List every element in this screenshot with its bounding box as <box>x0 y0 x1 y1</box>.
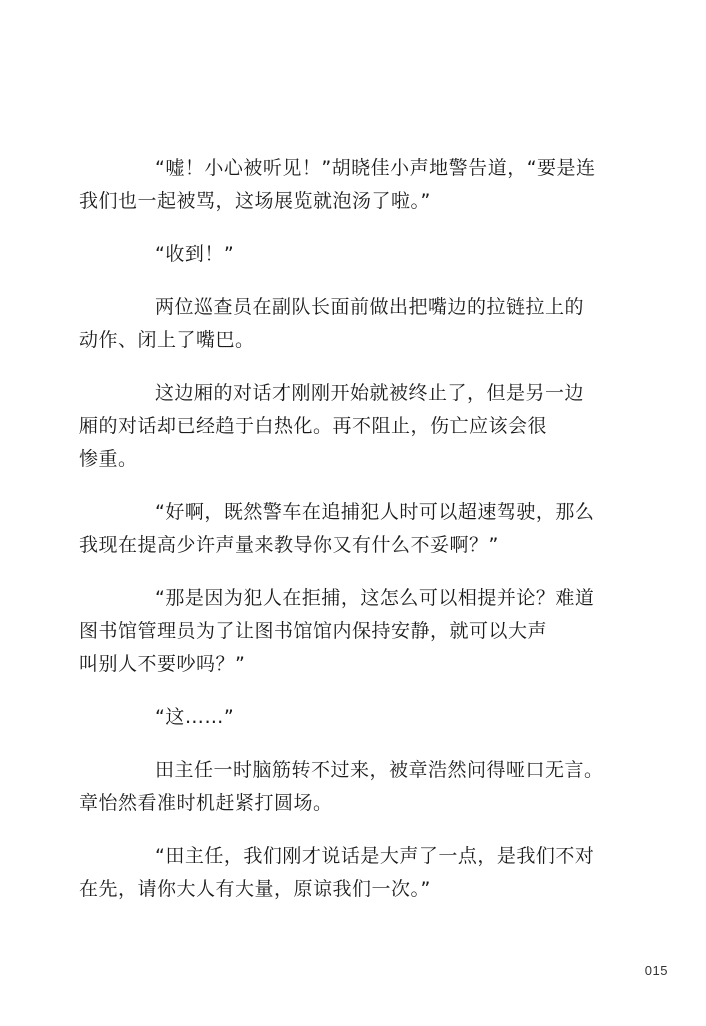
text-line: “嘘！小心被听见！”胡晓佳小声地警告道，“要是连 <box>155 157 596 179</box>
text-line: 惨重。 <box>79 448 138 470</box>
text-line: “好啊，既然警车在追捕犯人时可以超速驾驶，那么 <box>155 501 595 523</box>
text-line: 叫别人不要吵吗？” <box>79 653 246 675</box>
paragraph <box>79 840 613 906</box>
text-line: “这……” <box>155 706 235 728</box>
text-line: 两位巡查员在副队长面前做出把嘴边的拉链拉上的 <box>155 296 585 318</box>
text-line: “收到！” <box>155 243 235 265</box>
page-number: 015 <box>644 963 668 978</box>
paragraph <box>79 582 613 681</box>
text-line: 厢的对话却已经趋于白热化。再不阻止，伤亡应该会很 <box>79 415 548 437</box>
text-line: 我们也一起被骂，这场展览就泡汤了啦。” <box>79 190 431 212</box>
paragraph <box>79 754 613 820</box>
text-line: 图书馆管理员为了让图书馆馆内保持安静，就可以大声 <box>79 620 548 642</box>
paragraph <box>79 152 613 218</box>
paragraph <box>117 701 613 734</box>
paragraph <box>79 496 613 562</box>
text-line: 这边厢的对话才刚刚开始就被终止了，但是另一边 <box>155 382 585 404</box>
text-line: 动作、闭上了嘴巴。 <box>79 329 255 351</box>
paragraph <box>117 238 613 271</box>
paragraph <box>79 377 613 476</box>
paragraph <box>79 291 613 357</box>
body-text <box>79 152 613 926</box>
text-line: 我现在提高少许声量来教导你又有什么不妥啊？” <box>79 534 499 556</box>
text-line: 田主任一时脑筋转不过来，被章浩然问得哑口无言。 <box>155 759 604 781</box>
text-line: 在先，请你大人有大量，原谅我们一次。” <box>79 878 431 900</box>
text-line: “那是因为犯人在拒捕，这怎么可以相提并论？难道 <box>155 587 595 609</box>
text-line: “田主任，我们刚才说话是大声了一点，是我们不对 <box>155 845 595 867</box>
text-line: 章怡然看准时机赶紧打圆场。 <box>79 792 333 814</box>
